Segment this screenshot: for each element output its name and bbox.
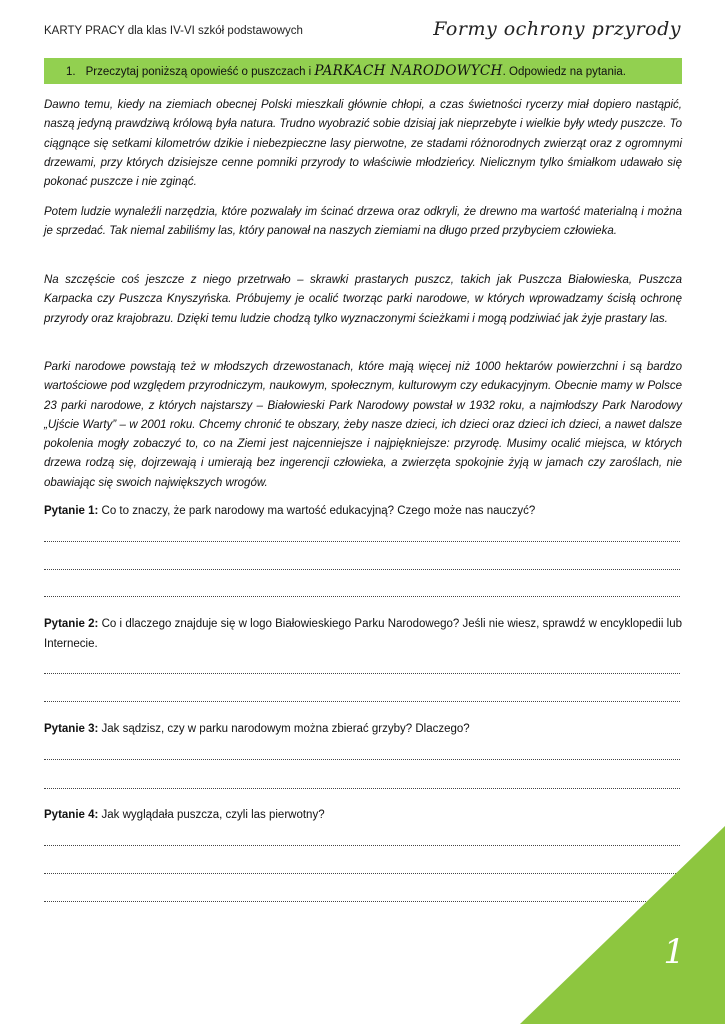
story-paragraph-4: Parki narodowe powstają też w młodszych drzewostanach, które mają więcej niż 1000 hektarów powierzchni i są bardzo wartościowe pod względem przyrodniczym, naukowym, społecznym, kulturowym czy edukacyjnym. Obecnie mamy w Polsce 23 parki narodowe, z których najstarszy – Białowieski Park Narodowy powstał w 1932 roku, a najmłodszy Park Narodowy „Ujście Warty” – w 2001 roku. Chcemy chronić te obszary, żeby nasze dzieci, ich dzieci oraz dzieci ich dzieci, a nawet dalsze pokolenia mogły zobaczyć to, co na Ziemi jest najcenniejsze i najpiękniejsze: przyrodę. Musimy ocalić miejsca, w których drzewa rodzą się, dojrzewają i umierają bez ingerencji człowieka, a zwierzęta spokojnie żyją w jamach czy zaroślach, nie obawiając się swoich największych wrogów. — [44, 361, 682, 489]
question-2-text: Co i dlaczego znajduje się w logo Białowieskiego Parku Narodowego? Jeśli nie wiesz, sprawdź w encyklopedii lub Internecie. — [44, 618, 682, 650]
question-3-text: Jak sądzisz, czy w parku narodowym można zbierać grzyby? Dlaczego? — [98, 723, 470, 735]
question-3 — [44, 719, 682, 739]
question-2 — [44, 614, 682, 654]
story-paragraph-2: Potem ludzie wynaleźli narzędzia, które pozwalały im ścinać drzewa oraz odkryli, że drewno ma wartość materialną i można je sprzedać. Tak niemal zabiliśmy las, który panował na naszych ziemiami na długo przed przybyciem człowieka. — [44, 206, 682, 238]
story-paragraph-1: Dawno temu, kiedy na ziemiach obecnej Polski mieszkali głównie chłopi, a czas świetności rycerzy miał dopiero nastąpić, naszą jedyną prawdziwą królową była natura. Trudno wyobrazić sobie dzisiaj jak nieprzebyte i wielkie były wtedy puszcze. To ciągnące się setkami kilometrów dzikie i niebezpieczne lasy pierwotne, ze stadami różnorodnych zwierząt oraz z ogromnymi drzewami, przy których dzisiejsze cenne pomniki przyrody to właściwie młodzieńcy. Nielicznym tylko śmiałkom udawało się pokonać puszcze i nie zginąć. — [44, 99, 682, 189]
task-number: 1. — [66, 66, 76, 78]
corner-triangle-decoration — [520, 826, 725, 1024]
answer-line-q3-1[interactable] — [44, 759, 680, 760]
question-1-label: Pytanie 1: — [44, 505, 99, 517]
question-1 — [44, 501, 682, 521]
header-worksheet-series: KARTY PRACY dla klas IV-VI szkół podstawowych — [44, 25, 303, 37]
task-instruction-bar — [44, 58, 682, 84]
page-title: Formy ochrony przyrody — [433, 18, 681, 40]
task-text-after: . Odpowiedz na pytania. — [502, 66, 626, 78]
question-4 — [44, 805, 682, 825]
answer-line-q1-1[interactable] — [44, 541, 680, 542]
question-4-label: Pytanie 4: — [44, 809, 99, 821]
question-4-text: Jak wyglądała puszcza, czyli las pierwotny? — [98, 809, 325, 821]
story-paragraph-3: Na szczęście coś jeszcze z niego przetrwało – skrawki prastarych puszcz, takich jak Puszcza Białowieska, Puszcza Karpacka czy Puszcza Knyszyńska. Próbujemy je ocalić tworząc parki narodowe, w których wprowadzamy ścisłą ochronę przyrody oraz krajobrazu. Dzięki temu ludzie chodzą tylko wyznaczonymi ścieżkami i mogą podziwiać jak żyje prastary las. — [44, 274, 682, 325]
task-instruction — [66, 63, 626, 79]
task-emphasis: PARKACH NARODOWYCH — [314, 63, 503, 79]
answer-line-q2-2[interactable] — [44, 701, 680, 702]
question-1-text: Co to znaczy, że park narodowy ma wartość edukacyjną? Czego może nas nauczyć? — [98, 505, 536, 517]
answer-line-q3-2[interactable] — [44, 788, 680, 789]
answer-line-q2-1[interactable] — [44, 673, 680, 674]
answer-line-q1-2[interactable] — [44, 569, 680, 570]
answer-line-q1-3[interactable] — [44, 596, 680, 597]
page-number: 1 — [663, 932, 685, 972]
task-text-before: Przeczytaj poniższą opowieść o puszczach i — [85, 66, 315, 78]
corner-triangle-shape — [520, 826, 725, 1024]
question-2-label: Pytanie 2: — [44, 618, 99, 630]
question-3-label: Pytanie 3: — [44, 723, 99, 735]
